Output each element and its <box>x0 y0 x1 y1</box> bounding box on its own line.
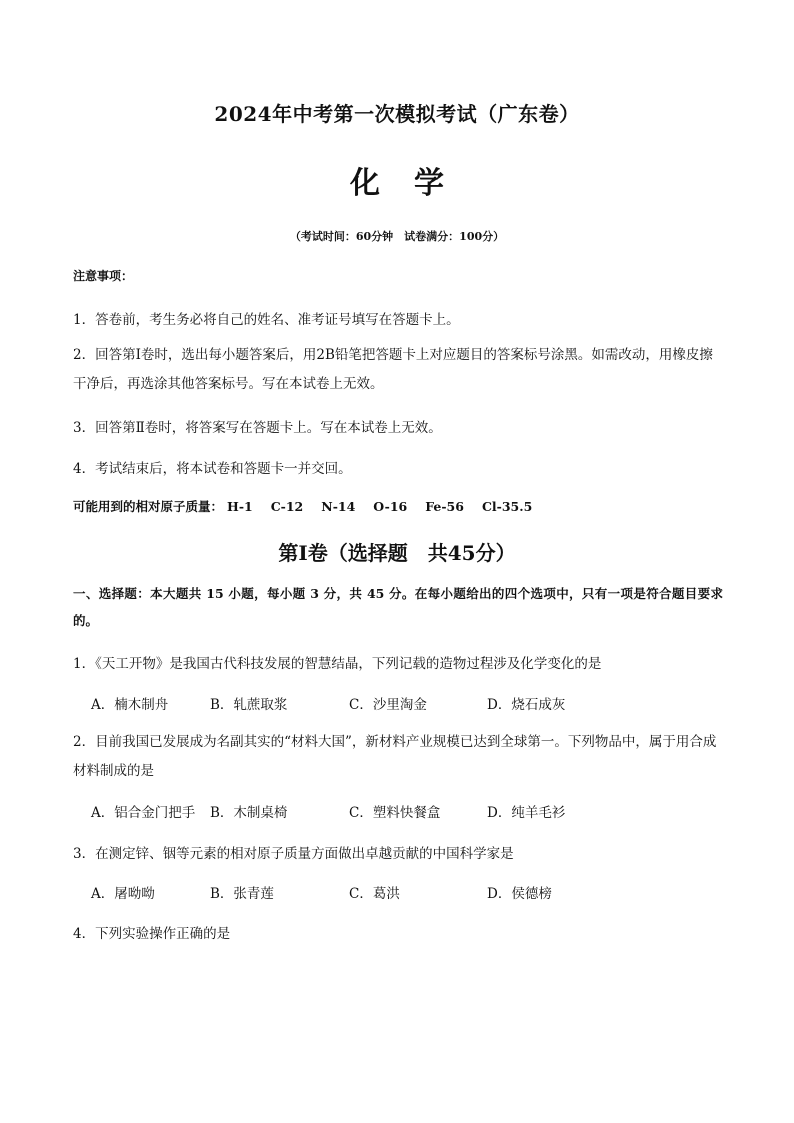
atomic-mass-value: Cl-35.5 <box>481 499 533 514</box>
atomic-mass-value: O-16 <box>373 499 408 514</box>
atomic-mass-value: H-1 <box>227 499 253 514</box>
question-stem: 1．《天工开物》是我国古代科技发展的智慧结晶，下列记载的造物过程涉及化学变化的是 <box>73 656 602 672</box>
atomic-mass-value: N-14 <box>321 499 356 514</box>
note-item: 1．答卷前，考生务必将自己的姓名、准考证号填写在答题卡上。 <box>73 312 460 328</box>
section-title: 第Ⅰ卷（选择题 共45分） <box>278 541 516 565</box>
question-option: B．轧蔗取浆 <box>210 697 288 713</box>
question-option: A．屠呦呦 <box>91 886 155 902</box>
question-option: D．侯德榜 <box>487 886 552 902</box>
question-stem: 4．下列实验操作正确的是 <box>73 926 231 942</box>
notes-heading: 注意事项： <box>73 269 134 283</box>
question-option: A．楠木制舟 <box>91 697 169 713</box>
question-stem: 2．目前我国已发展成为名副其实的“材料大国”，新材料产业规模已达到全球第一。下列物品中，属于用合成材料制成的是 <box>73 734 717 779</box>
question-option: A．铝合金门把手 <box>91 805 196 821</box>
note-item: 3．回答第Ⅱ卷时，将答案写在答题卡上。写在本试卷上无效。 <box>73 420 442 436</box>
atomic-masses-label: 可能用到的相对原子质量： <box>73 499 224 514</box>
question-option: D．烧石成灰 <box>487 697 566 713</box>
question-option: B．张青莲 <box>210 886 274 902</box>
atomic-mass-value: C-12 <box>270 499 304 514</box>
subject-title: 化学 <box>350 166 478 201</box>
question-option: D．纯羊毛衫 <box>487 805 566 821</box>
question-option: B．木制桌椅 <box>210 805 288 821</box>
question-option: C．塑料快餐盒 <box>349 805 441 821</box>
question-option: C．葛洪 <box>349 886 400 902</box>
section-instructions: 一、选择题：本大题共 15 小题，每小题 3 分，共 45 分。在每小题给出的四个选项中，只有一项是符合题目要求的。 <box>73 586 723 628</box>
exam-info: （考试时间：60分钟 试卷满分：100分） <box>289 230 505 243</box>
note-item: 2．回答第Ⅰ卷时，选出每小题答案后，用2B铅笔把答题卡上对应题目的答案标号涂黑。如需改动，用橡皮擦干净后，再选涂其他答案标号。写在本试卷上无效。 <box>73 347 713 392</box>
atomic-mass-value: Fe-56 <box>425 499 464 514</box>
atomic-masses <box>73 497 550 515</box>
question-option: C．沙里淘金 <box>349 697 427 713</box>
exam-title: 2024年中考第一次模拟考试（广东卷） <box>214 102 580 126</box>
note-item: 4．考试结束后，将本试卷和答题卡一并交回。 <box>73 461 352 477</box>
question-stem: 3．在测定锌、铟等元素的相对原子质量方面做出卓越贡献的中国科学家是 <box>73 846 514 862</box>
